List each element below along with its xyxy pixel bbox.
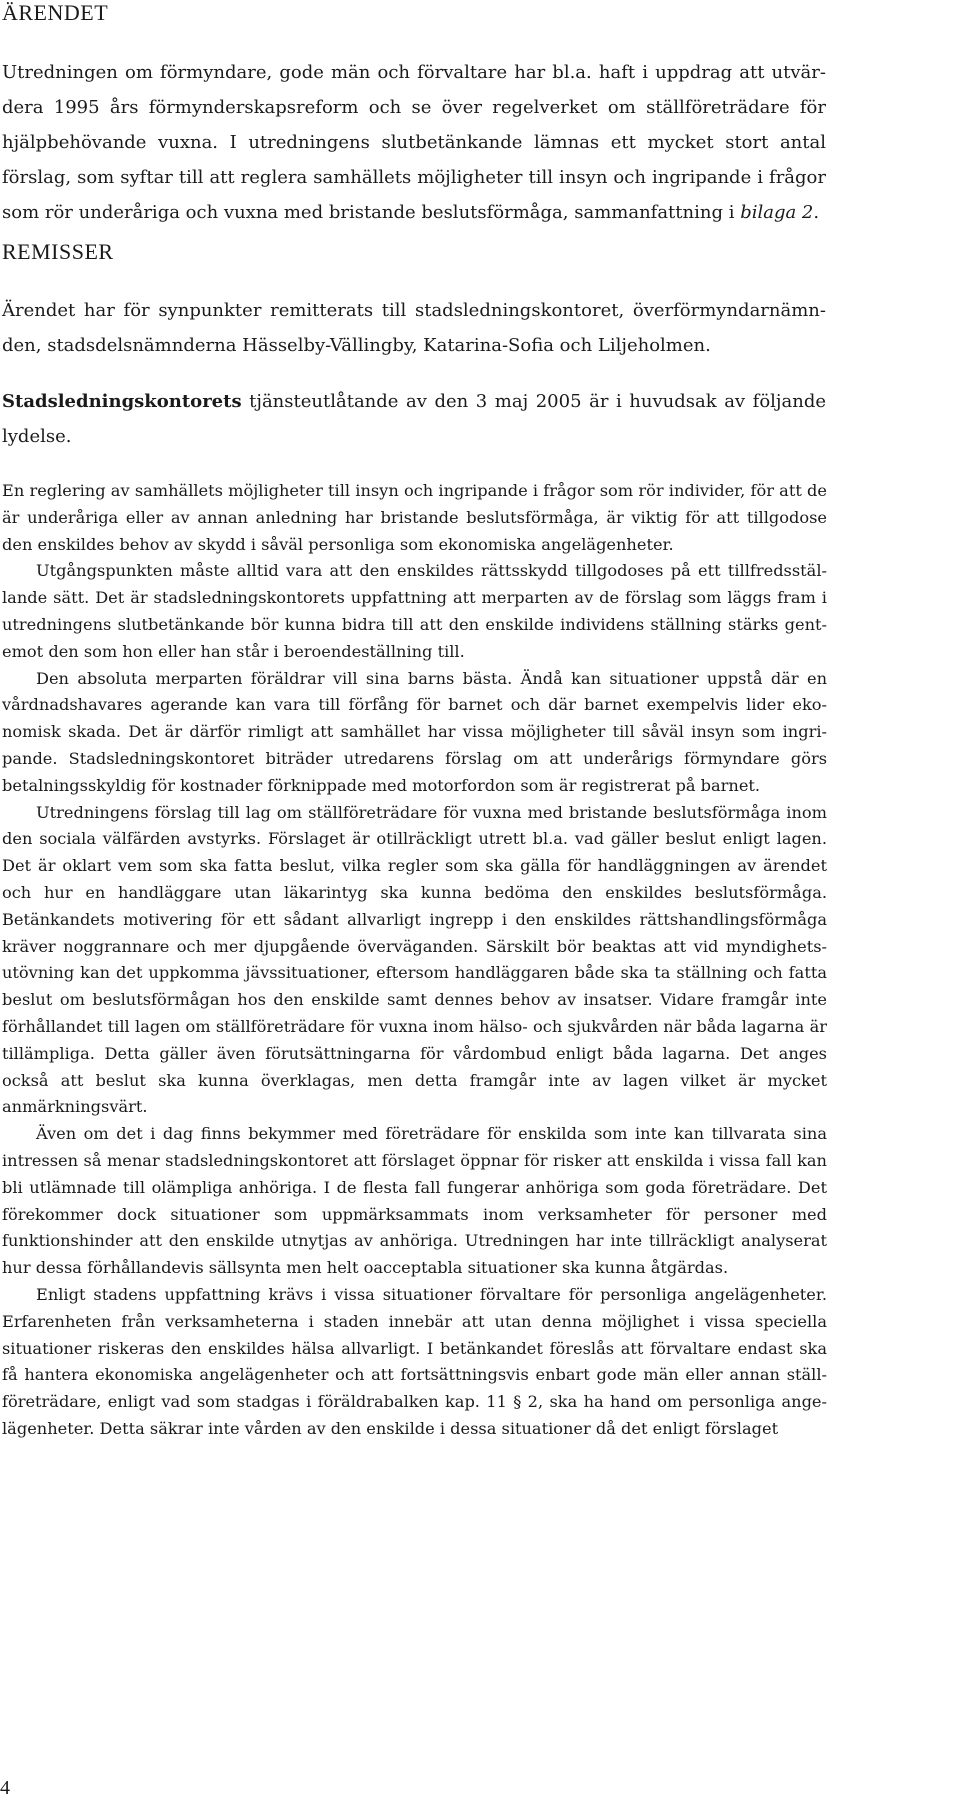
arendet-heading: ÄRENDET [2, 0, 109, 25]
statement-rest: tjänsteutlåtande av den 3 maj 2005 är i huvudsak av följande lydelse. [2, 391, 826, 447]
remisser-heading: REMISSER [2, 239, 114, 264]
remisser-paragraph: Ärendet har för synpunkter remitterats till stadsledningskontoret, överförmyndarnämnden, stadsdelsnämnderna Hässelby-Vällingby, Katarina-Sofia och Liljeholmen. [2, 300, 826, 356]
body-paragraph-5: Även om det i dag finns bekymmer med företrädare för enskilda som inte kan tillvarata sina intressen så menar stadsledningskontoret att förslaget öppnar för risker att enskilda i vissa fall kan bli utlämnade till olämpliga anhöriga. I de flesta fall fungerar anhöriga som goda företrädare. Det förekommer dock situationer som uppmärksammats inom verksamheter för personer med funktionshinder att den enskilde utnytjas av anhöriga. Utredningen har inte tillräckligt analyserat hur dessa förhållandevis sällsynta men helt oacceptabla situationer ska kunna åtgärdas. [2, 1124, 827, 1278]
page-number: 4 [0, 1777, 10, 1799]
body-paragraph-4: Utredningens förslag till lag om ställföreträdare för vuxna med bristande beslutsförmåga inom den sociala välfärden avstyrks. Förslaget är otillräckligt utrett bl.a. vad gäller beslut enligt lagen. Det är oklart vem som ska fatta beslut, vilka regler som ska gälla för handläggningen av ärendet och hur en handläggare utan läkarintyg ska kunna bedöma den enskildes beslutsförmåga. Betänkandets motivering för ett sådant allvarligt ingrepp i den enskildes rättshandlingsförmåga kräver noggrannare och mer djupgående överväganden. Särskilt bör beaktas att vid myndighetsutövning kan det uppkomma jävssituationer, eftersom handläggaren både ska ta ställning och fatta beslut om beslutsförmågan hos den enskilde samt dennes behov av insatser. Vidare framgår inte förhållandet till lagen om ställföreträdare för vuxna inom hälso- och sjukvården när båda lagarna är tillämpliga. Detta gäller även förutsättningarna för vårdombud enligt båda lagarna. Det anges också att beslut ska kunna överklagas, men detta framgår inte av lagen vilket är mycket anmärkningsvärt. [2, 802, 827, 1117]
arendet-paragraph [2, 55, 826, 230]
statement-bold: Stadsledningskontorets [2, 391, 242, 412]
body-paragraph-3: Den absoluta merparten föräldrar vill sina barns bästa. Ändå kan situationer uppstå där en vårdnadshavares agerande kan vara till förfång för barnet och där barnet exempelvis lider ekonomisk skada. Det är därför rimligt att samhället har vissa möjligheter till såväl insyn som ingripande. Stadsledningskontoret biträder utredarens förslag om att underårigs förmyndare görs betalningsskyldig för kostnader förknippade med motorfordon som är registrerat på barnet. [2, 668, 827, 795]
body-paragraph-1: En reglering av samhällets möjligheter till insyn och ingripande i frågor som rör individer, för att de är underåriga eller av annan anledning har bristande beslutsförmåga, är viktig för att tillgodose den enskildes behov av skydd i såväl personliga som ekonomiska angelägenheter. [2, 481, 827, 554]
statement-paragraph [2, 384, 826, 454]
bilaga-reference: bilaga 2 [740, 202, 814, 223]
arendet-text: Utredningen om förmyndare, gode män och förvaltare har bl.a. haft i uppdrag att utvärdera 1995 års förmynderskapsreform och se över regelverket om ställföreträdare för hjälpbehövande vuxna. I utredningens slutbetänkande lämnas ett mycket stort antal förslag, som syftar till att reglera samhällets möjligheter till insyn och ingripande i frågor som rör underåriga och vuxna med bristande beslutsförmåga, sammanfattning i [2, 62, 826, 223]
body-paragraph-2: Utgångspunkten måste alltid vara att den enskildes rättsskydd tillgodoses på ett tillfredsställande sätt. Det är stadsledningskontorets uppfattning att merparten av de förslag som läggs fram i utredningens slutbetänkande bör kunna bidra till att den enskilde individens ställning stärks gentemot den som hon eller han står i beroendeställning till. [2, 561, 827, 661]
body-paragraph-6: Enligt stadens uppfattning krävs i vissa situationer förvaltare för personliga angelägenheter. Erfarenheten från verksamheterna i staden innebär att utan denna möjlighet i vissa speciella situationer riskeras den enskildes hälsa allvarligt. I betänkandet föreslås att förvaltare endast ska få hantera ekonomiska angelägenheter och att fortsättningsvis enbart gode män eller annan ställföreträdare, enligt vad som stadgas i föräldrabalken kap. 11 § 2, ska ha hand om personliga angelägenheter. Detta säkrar inte vården av den enskilde i dessa situationer då det enligt förslaget [2, 1284, 827, 1438]
arendet-end: . [813, 202, 820, 223]
statement-body [2, 478, 827, 1443]
